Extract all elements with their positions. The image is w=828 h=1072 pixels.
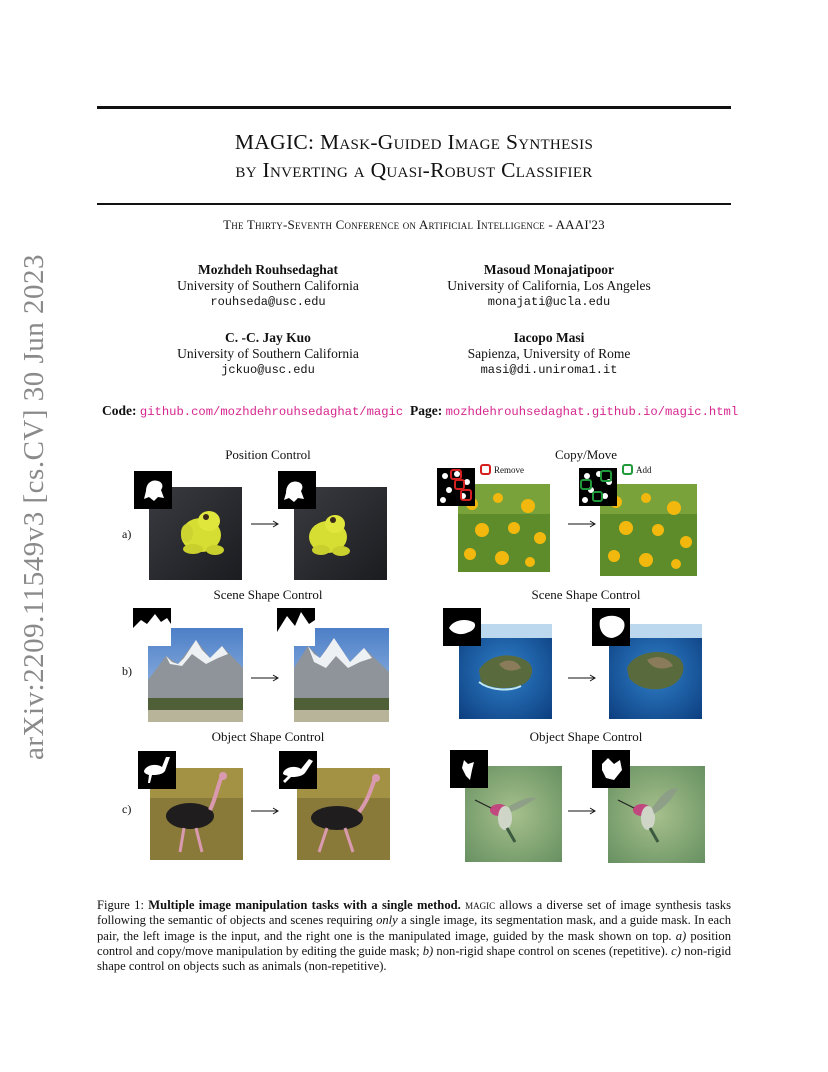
caption-text-1: allows a diverse set of image synthesis tasks following the semantic of objects and scenes requiring: [97, 898, 731, 928]
author-name: Mozhdeh Rouhsedaghat: [198, 262, 338, 277]
row-label-c: c): [122, 802, 132, 816]
section-title-object-shape-right: Object Shape Control: [529, 729, 643, 744]
caption-text-c: non-rigid shape control on objects such as animals (non-repetitive).: [97, 943, 732, 974]
arrow-right-icon: [568, 519, 598, 529]
dandelion-mask-remove: [437, 468, 475, 506]
section-title-scene-shape-right: Scene Shape Control: [531, 587, 641, 602]
author-affiliation: University of Southern California: [177, 278, 359, 293]
section-title-object-shape-left: Object Shape Control: [211, 729, 325, 744]
section-title-copy-move: Copy/Move: [554, 447, 618, 462]
caption-c: c): [671, 943, 681, 958]
code-link[interactable]: github.com/mozhdehrouhsedaghat/magic: [139, 405, 404, 419]
conference-name: The Thirty-Seventh Conference on Artificial Intelligence - AAAI'23: [223, 217, 605, 232]
add-legend-label: Add: [636, 465, 652, 475]
arrow-right-icon: [251, 806, 281, 816]
page-link[interactable]: mozhdehrouhsedaghat.github.io/magic.html: [445, 405, 739, 419]
arrow-right-icon: [568, 806, 598, 816]
caption-b: b): [422, 943, 434, 958]
island-mask-guide: [592, 608, 630, 646]
remove-legend-icon: [480, 464, 491, 475]
code-link-row: [102, 403, 403, 419]
arxiv-sidebar-id: arXiv:2209.11549v3 [cs.CV] 30 Jun 2023: [18, 253, 50, 760]
caption-magic: magic: [465, 898, 496, 912]
author-name: C. -C. Jay Kuo: [225, 330, 311, 345]
author-name: Masoud Monajatipoor: [483, 262, 615, 277]
author-email[interactable]: rouhseda@usc.edu: [210, 295, 326, 309]
title-rule-bottom: [97, 203, 731, 205]
row-label-b: b): [122, 664, 132, 678]
author-block-4: [389, 330, 709, 378]
paper-title: [97, 128, 731, 184]
author-affiliation: University of Southern California: [177, 346, 359, 361]
caption-bold: Multiple image manipulation tasks with a single method.: [148, 898, 461, 912]
author-email[interactable]: masi@di.uniroma1.it: [480, 363, 618, 377]
page-link-row: [410, 403, 738, 419]
caption-a: a): [675, 928, 687, 943]
section-title-position-control: Position Control: [225, 447, 311, 462]
mountain-mask-original: [133, 608, 171, 646]
caption-prefix: Figure 1:: [97, 898, 144, 912]
arrow-right-icon: [568, 673, 598, 683]
frog-mask-original: [134, 471, 172, 509]
dandelion-mask-add: [579, 468, 617, 506]
caption-text-a: position control and copy/move manipulation by editing the guide mask;: [97, 928, 731, 958]
figure-caption: [97, 898, 731, 974]
author-affiliation: University of California, Los Angeles: [447, 278, 651, 293]
hummingbird-mask-original: [450, 750, 488, 788]
ostrich-mask-original: [138, 751, 176, 789]
author-name: Iacopo Masi: [513, 330, 585, 345]
caption-text-b: non-rigid shape control on scenes (repetitive).: [436, 943, 668, 958]
author-block-1: [108, 262, 428, 310]
section-title-scene-shape-left: Scene Shape Control: [213, 587, 323, 602]
remove-legend-label: Remove: [494, 465, 524, 475]
add-legend-icon: [622, 464, 633, 475]
author-block-3: [108, 330, 428, 378]
title-line-1: MAGIC: Mask-Guided Image Synthesis: [234, 130, 594, 154]
author-block-2: [389, 262, 709, 310]
caption-only: only: [376, 913, 398, 928]
ostrich-mask-guide: [279, 751, 317, 789]
title-line-2: by Inverting a Quasi-Robust Classifier: [235, 158, 593, 182]
title-rule-top: [97, 106, 731, 109]
mountain-mask-guide: [277, 608, 315, 646]
arrow-right-icon: [251, 673, 281, 683]
hummingbird-mask-guide: [592, 750, 630, 788]
author-affiliation: Sapienza, University of Rome: [467, 346, 631, 361]
author-email[interactable]: monajati@ucla.edu: [487, 295, 611, 309]
row-label-a: a): [122, 527, 132, 541]
frog-mask-guide: [278, 471, 316, 509]
code-label: Code:: [102, 403, 137, 418]
caption-text-2: a single image, its segmentation mask, and a guide mask. In each pair, the left image is the input, and the right one is the manipulated image, guided by the mask shown on top.: [97, 913, 731, 943]
arrow-right-icon: [251, 519, 281, 529]
author-email[interactable]: jckuo@usc.edu: [221, 363, 315, 377]
island-mask-original: [443, 608, 481, 646]
page-label: Page:: [410, 403, 443, 418]
